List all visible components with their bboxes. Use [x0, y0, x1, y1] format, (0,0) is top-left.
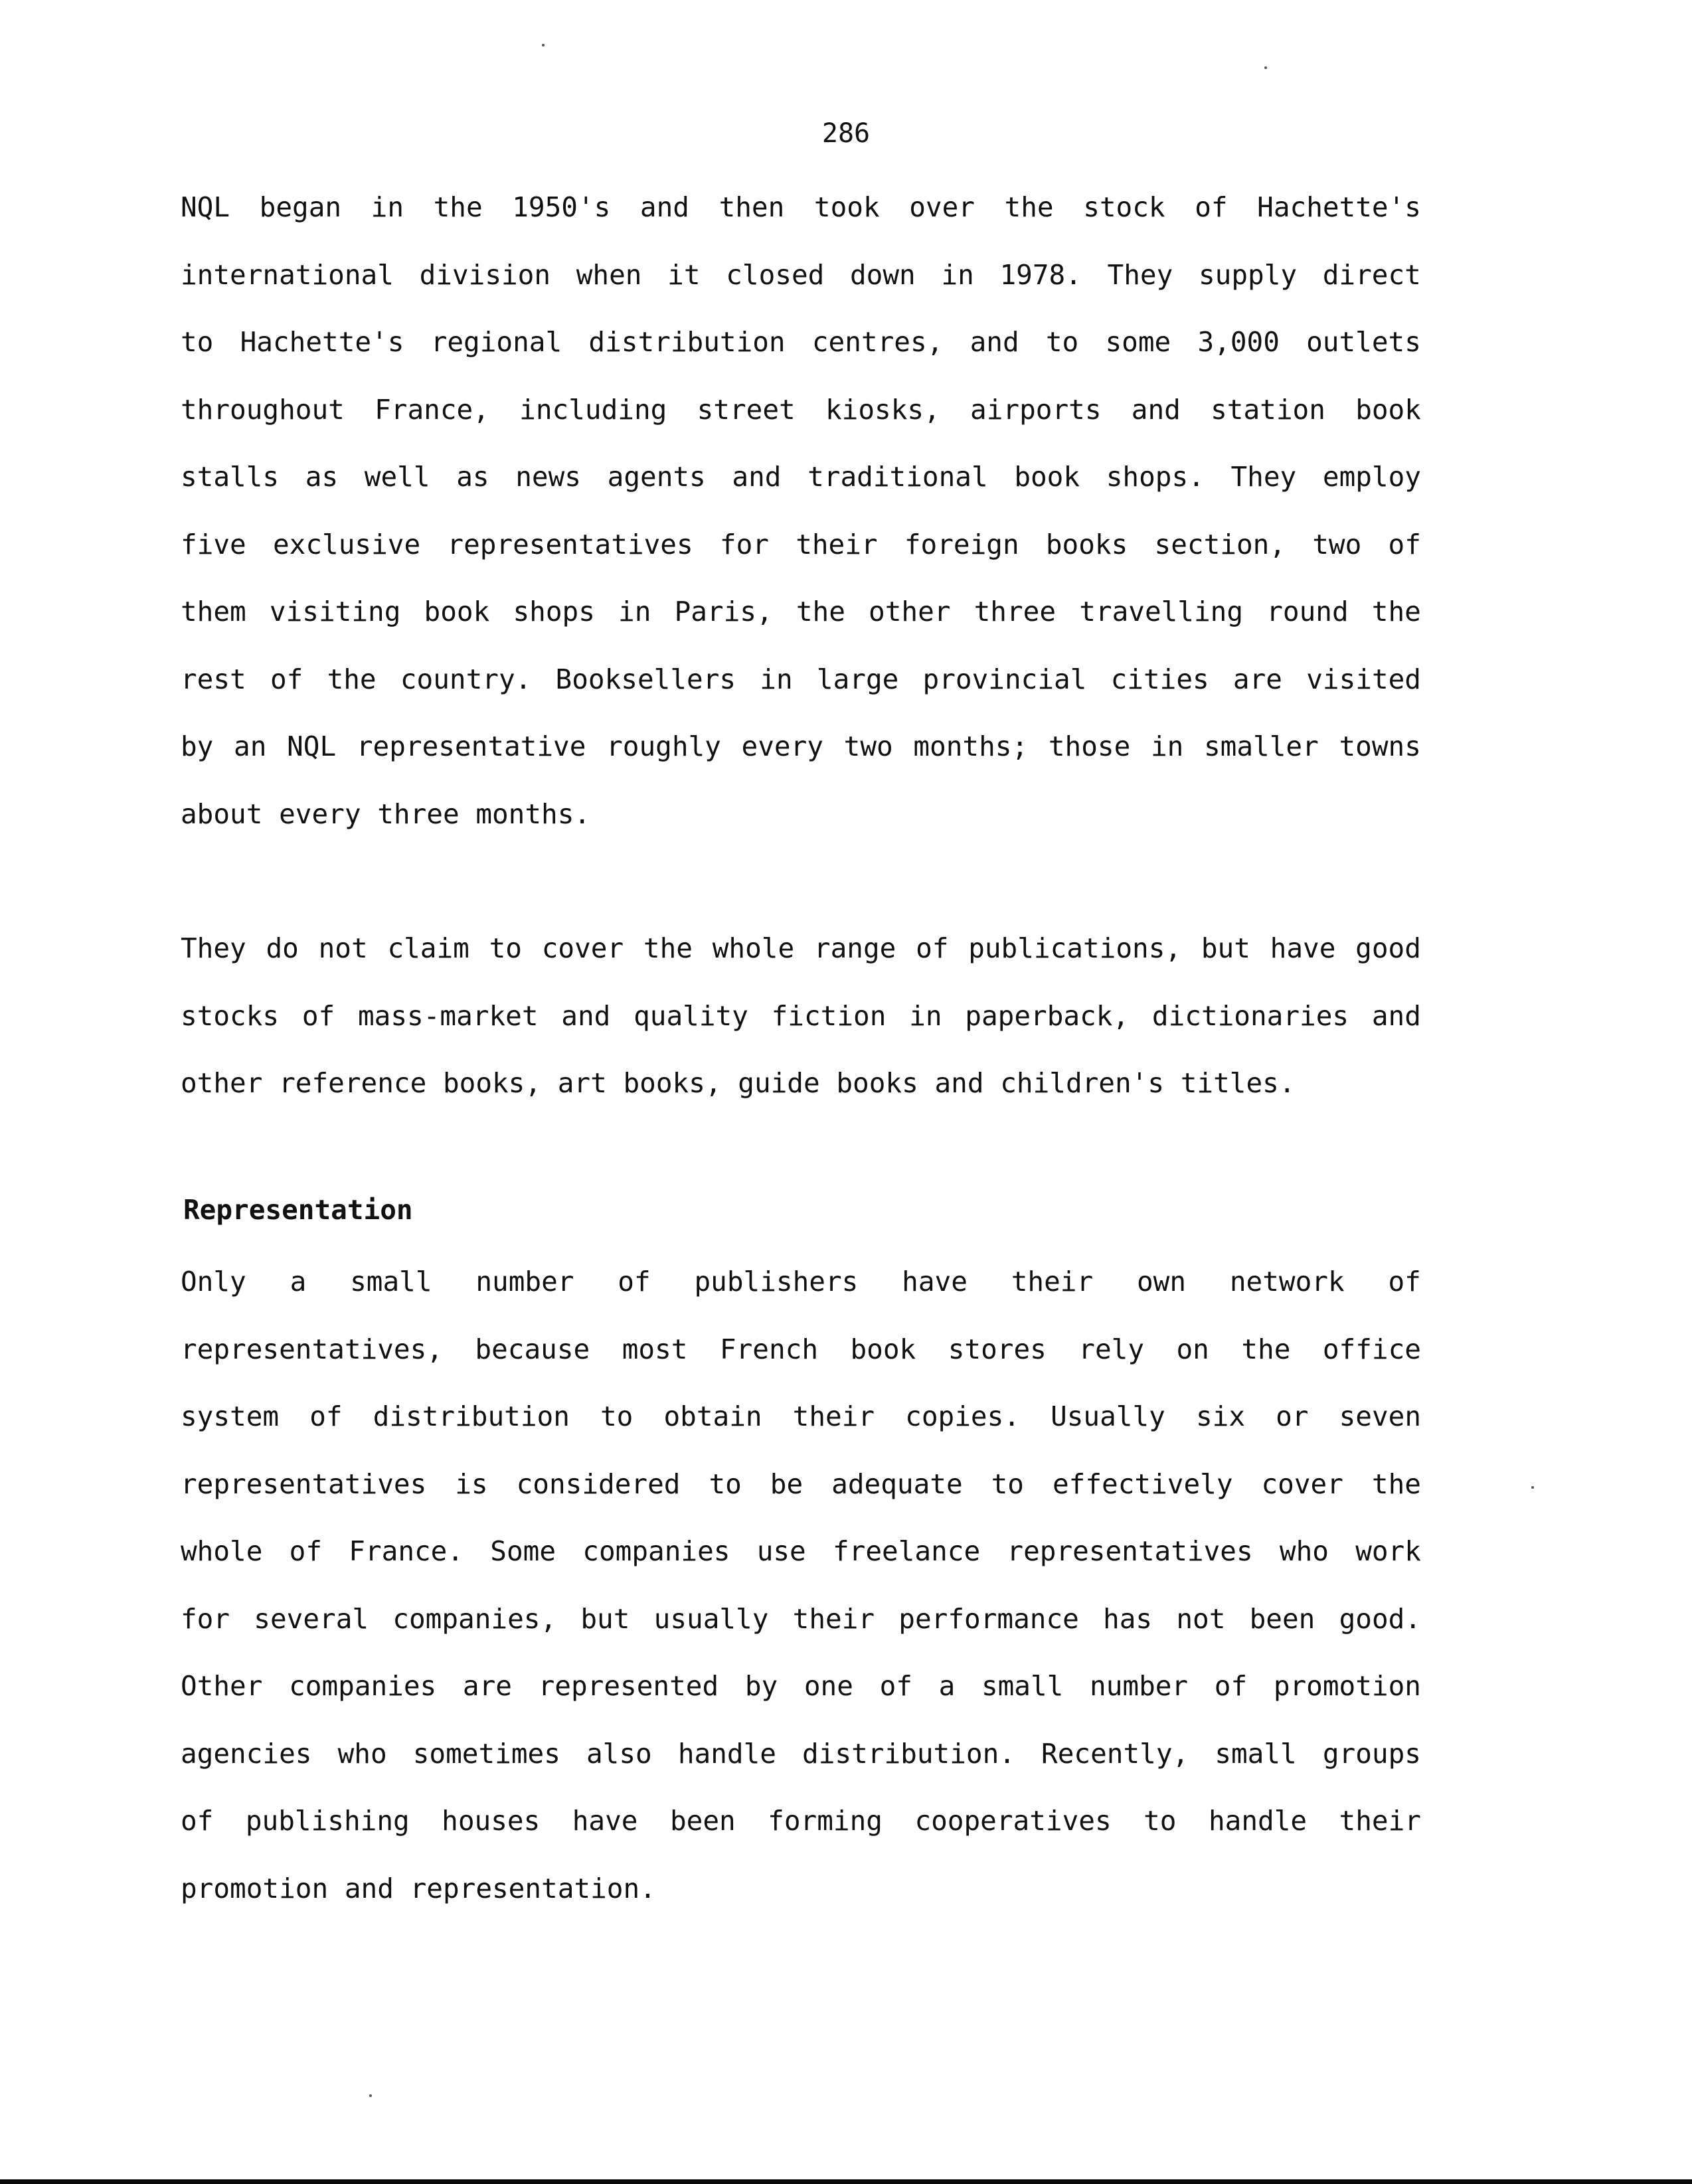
text-line: representatives, because most French book stores rely on the office: [181, 1333, 1421, 1365]
text-line: stocks of mass-market and quality fiction in paperback, dictionaries and: [181, 999, 1421, 1032]
paragraph-coverage: [181, 915, 1421, 1118]
text-line: them visiting book shops in Paris, the other three travelling round the: [181, 596, 1421, 628]
text-line: promotion and representation.: [181, 1872, 656, 1904]
text-line: other reference books, art books, guide books and children's titles.: [181, 1067, 1296, 1099]
text-line: They do not claim to cover the whole range of publications, but have good: [181, 932, 1421, 964]
page-number: 286: [821, 118, 871, 149]
paragraph-nql-history: [181, 174, 1421, 848]
text-line: stalls as well as news agents and traditional book shops. They employ: [181, 461, 1421, 493]
text-line: five exclusive representatives for their foreign books section, two of: [181, 528, 1421, 560]
text-line: whole of France. Some companies use freelance representatives who work: [181, 1535, 1421, 1567]
scan-speck: [1264, 66, 1267, 69]
text-line: rest of the country. Booksellers in large provincial cities are visited: [181, 663, 1421, 695]
text-line: Other companies are represented by one of a small number of promotion: [181, 1670, 1421, 1702]
text-line: representatives is considered to be adequate to effectively cover the: [181, 1468, 1421, 1500]
text-line: NQL began in the 1950's and then took over the stock of Hachette's: [181, 191, 1421, 223]
paragraph-representation: [181, 1248, 1421, 1922]
text-line: to Hachette's regional distribution centres, and to some 3,000 outlets: [181, 326, 1421, 358]
text-line: by an NQL representative roughly every two months; those in smaller towns: [181, 730, 1421, 762]
text-line: system of distribution to obtain their copies. Usually six or seven: [181, 1400, 1421, 1432]
scan-speck: [369, 2094, 372, 2097]
section-heading: Representation: [183, 1194, 413, 1226]
scan-speck: [542, 44, 545, 46]
text-line: Only a small number of publishers have their own network of: [181, 1266, 1421, 1298]
text-line: of publishing houses have been forming cooperatives to handle their: [181, 1805, 1421, 1837]
text-line: throughout France, including street kiosks, airports and station book: [181, 393, 1421, 426]
text-line: agencies who sometimes also handle distribution. Recently, small groups: [181, 1737, 1421, 1770]
text-line: for several companies, but usually their performance has not been good.: [181, 1602, 1421, 1635]
text-line: about every three months.: [181, 798, 591, 830]
bottom-edge-rule: [0, 2179, 1692, 2184]
binding-marks: [1586, 0, 1692, 2184]
scan-speck: [1531, 1486, 1534, 1489]
text-line: international division when it closed down in 1978. They supply direct: [181, 258, 1421, 291]
